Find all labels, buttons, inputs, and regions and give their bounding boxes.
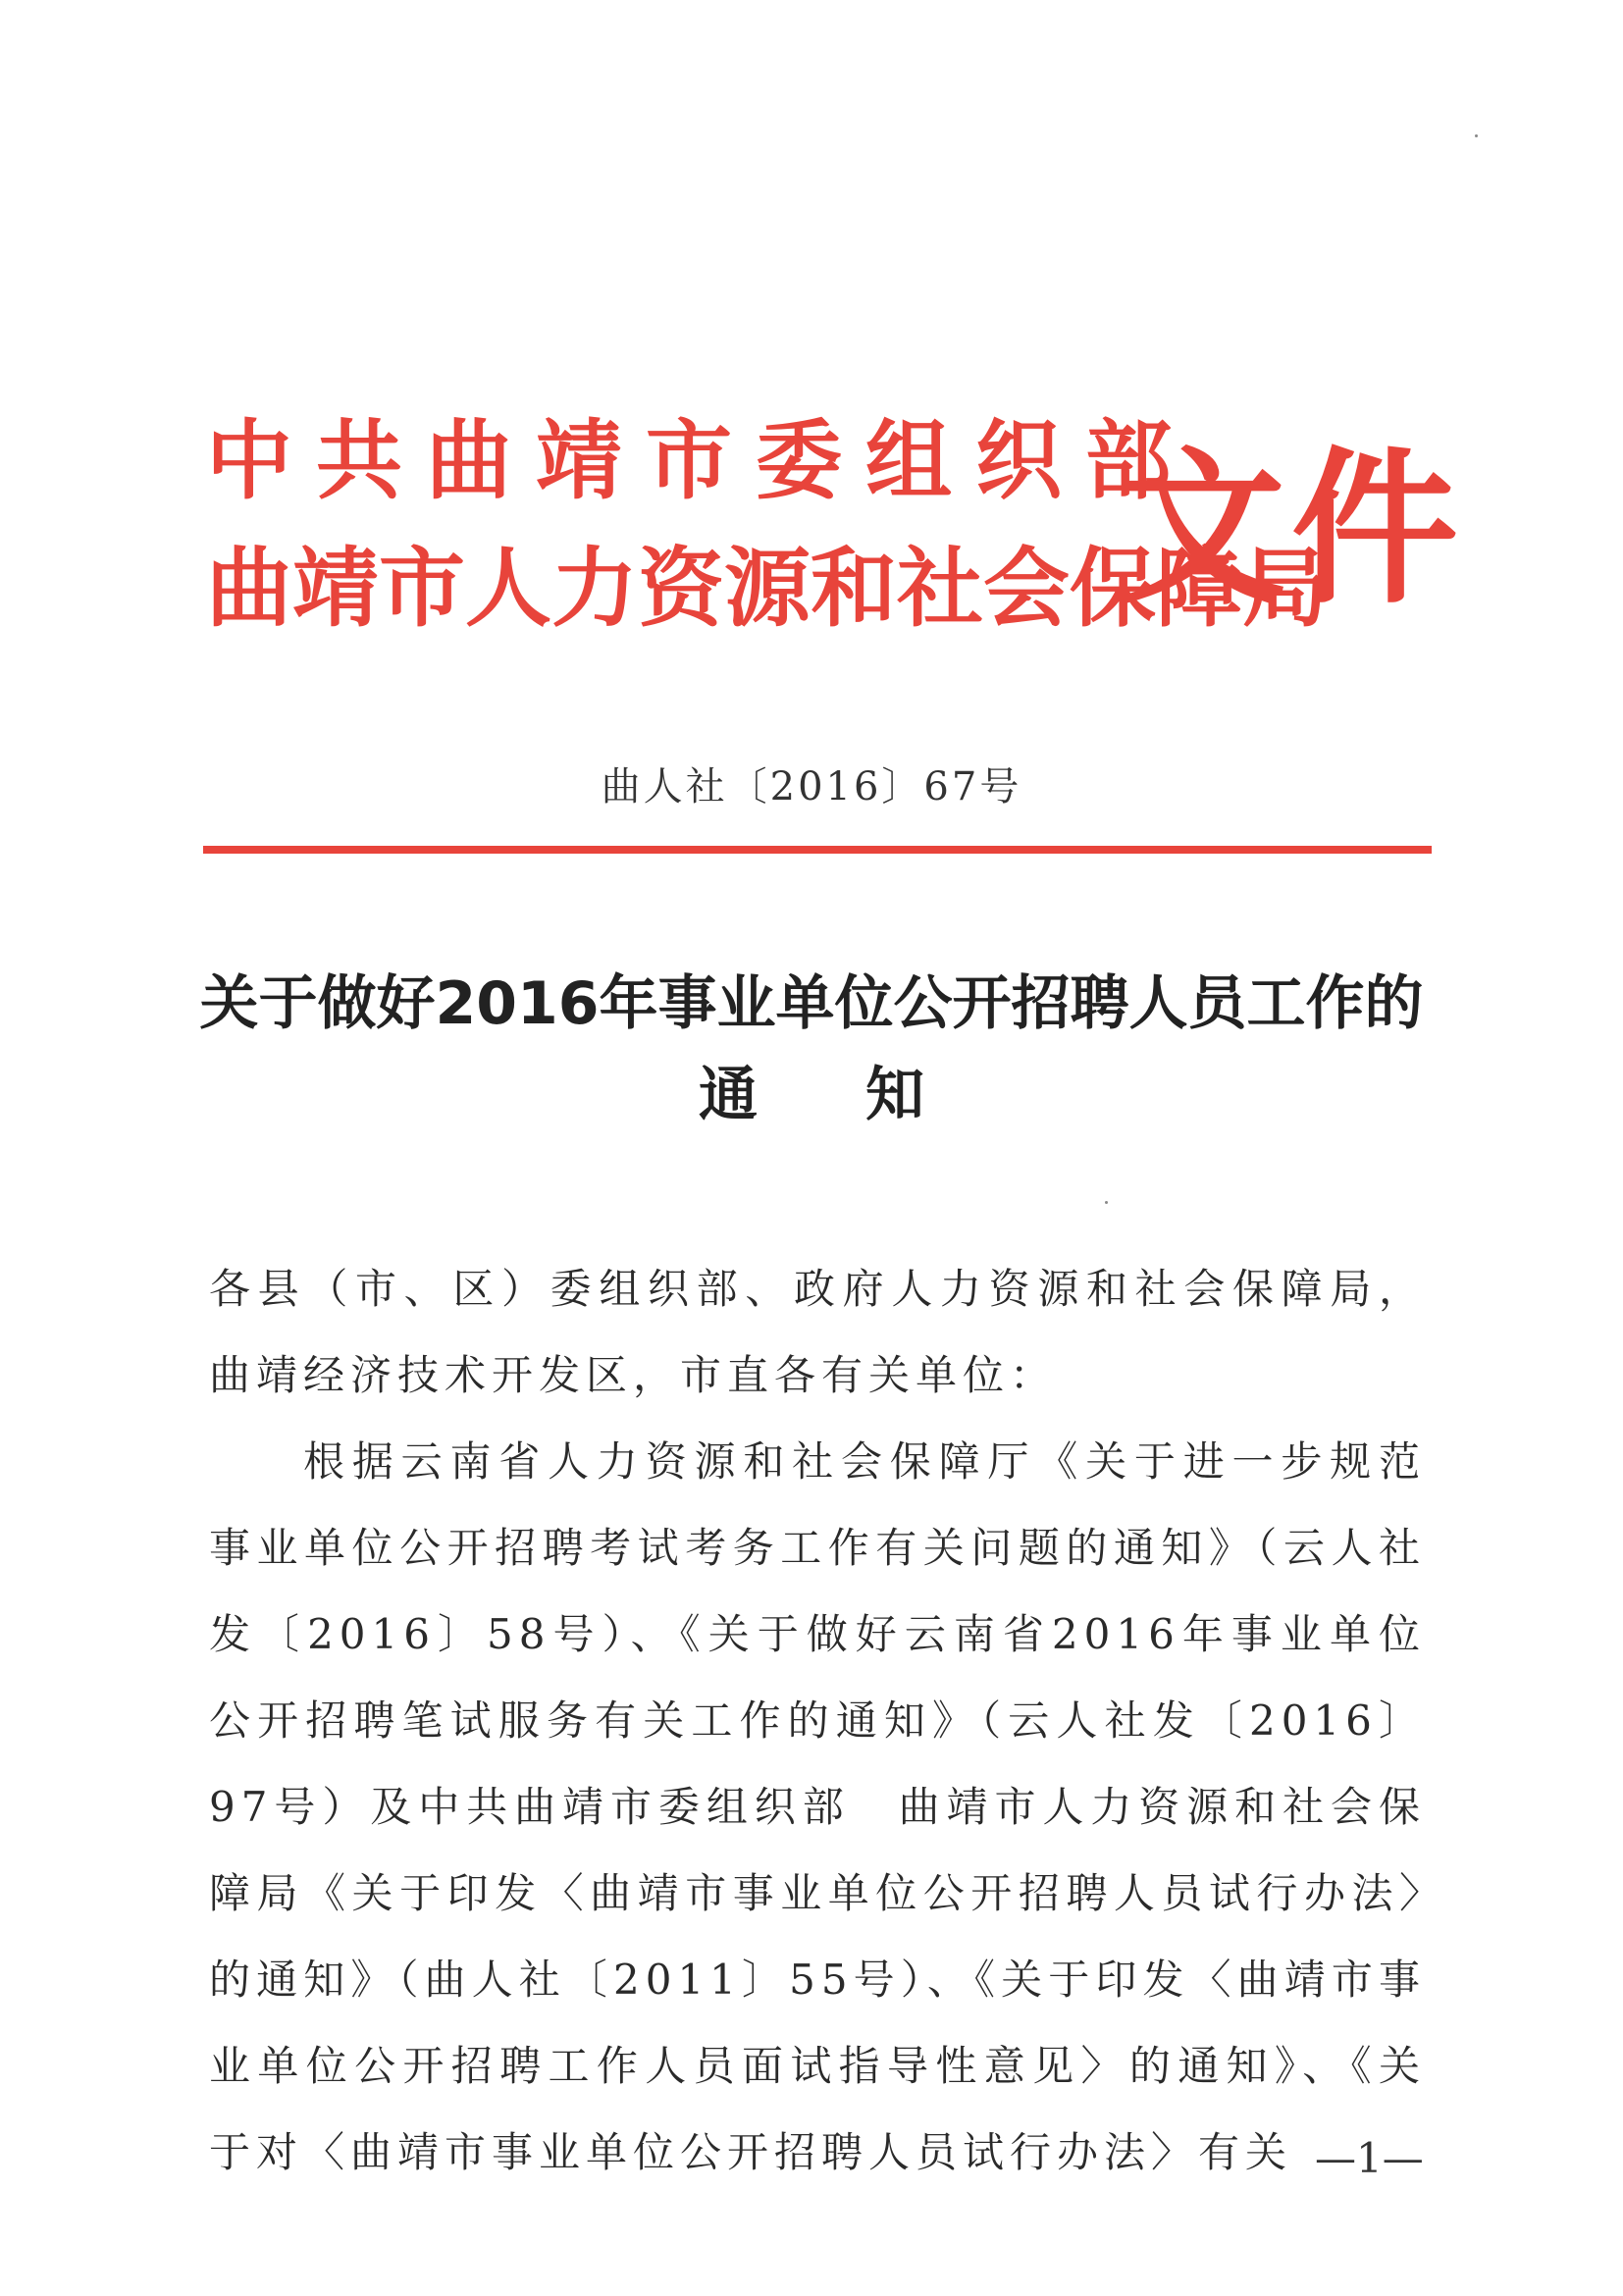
- issuer-line-2: 曲靖市人力资源和社会保障局: [206, 538, 1330, 639]
- document-header: [206, 410, 1465, 648]
- body-text: [209, 1246, 1426, 2196]
- scan-speck: [1105, 1201, 1108, 1204]
- scan-speck: [1475, 134, 1478, 137]
- page-number: —1—: [1315, 2134, 1424, 2182]
- title-line-2: 通知: [699, 1061, 1032, 1129]
- issuer-line-1: 中共曲靖市委组织部: [206, 410, 1196, 511]
- salutation: 各县（市、区）委组织部、政府人力资源和社会保障局，曲靖经济技术开发区，市直各有关单位：: [209, 1265, 1426, 1399]
- document-number: 曲人社〔2016〕67号: [601, 764, 1022, 809]
- red-divider-line: [203, 846, 1432, 854]
- title-line-1: 关于做好2016年事业单位公开招聘人员工作的: [199, 969, 1424, 1038]
- body-paragraph-1: 根据云南省人力资源和社会保障厅《关于进一步规范事业单位公开招聘考试考务工作有关问题的通知》（云人社发〔2016〕58号）、《关于做好云南省2016年事业单位公开招聘笔试服务有关工作的通知》（云人社发〔2016〕97号）及中共曲靖市委组织部 曲靖市人力资源和社会保障局《关于印发〈曲靖市事业单位公开招聘人员试行办法〉的通知》（曲人社〔2011〕55号）、《关于印发〈曲靖市事业单位公开招聘工作人员面试指导性意见〉的通知》、《关于对〈曲靖市事业单位公开招聘人员试行办法〉有关: [209, 1437, 1426, 2176]
- document-word: 文件: [1119, 433, 1465, 627]
